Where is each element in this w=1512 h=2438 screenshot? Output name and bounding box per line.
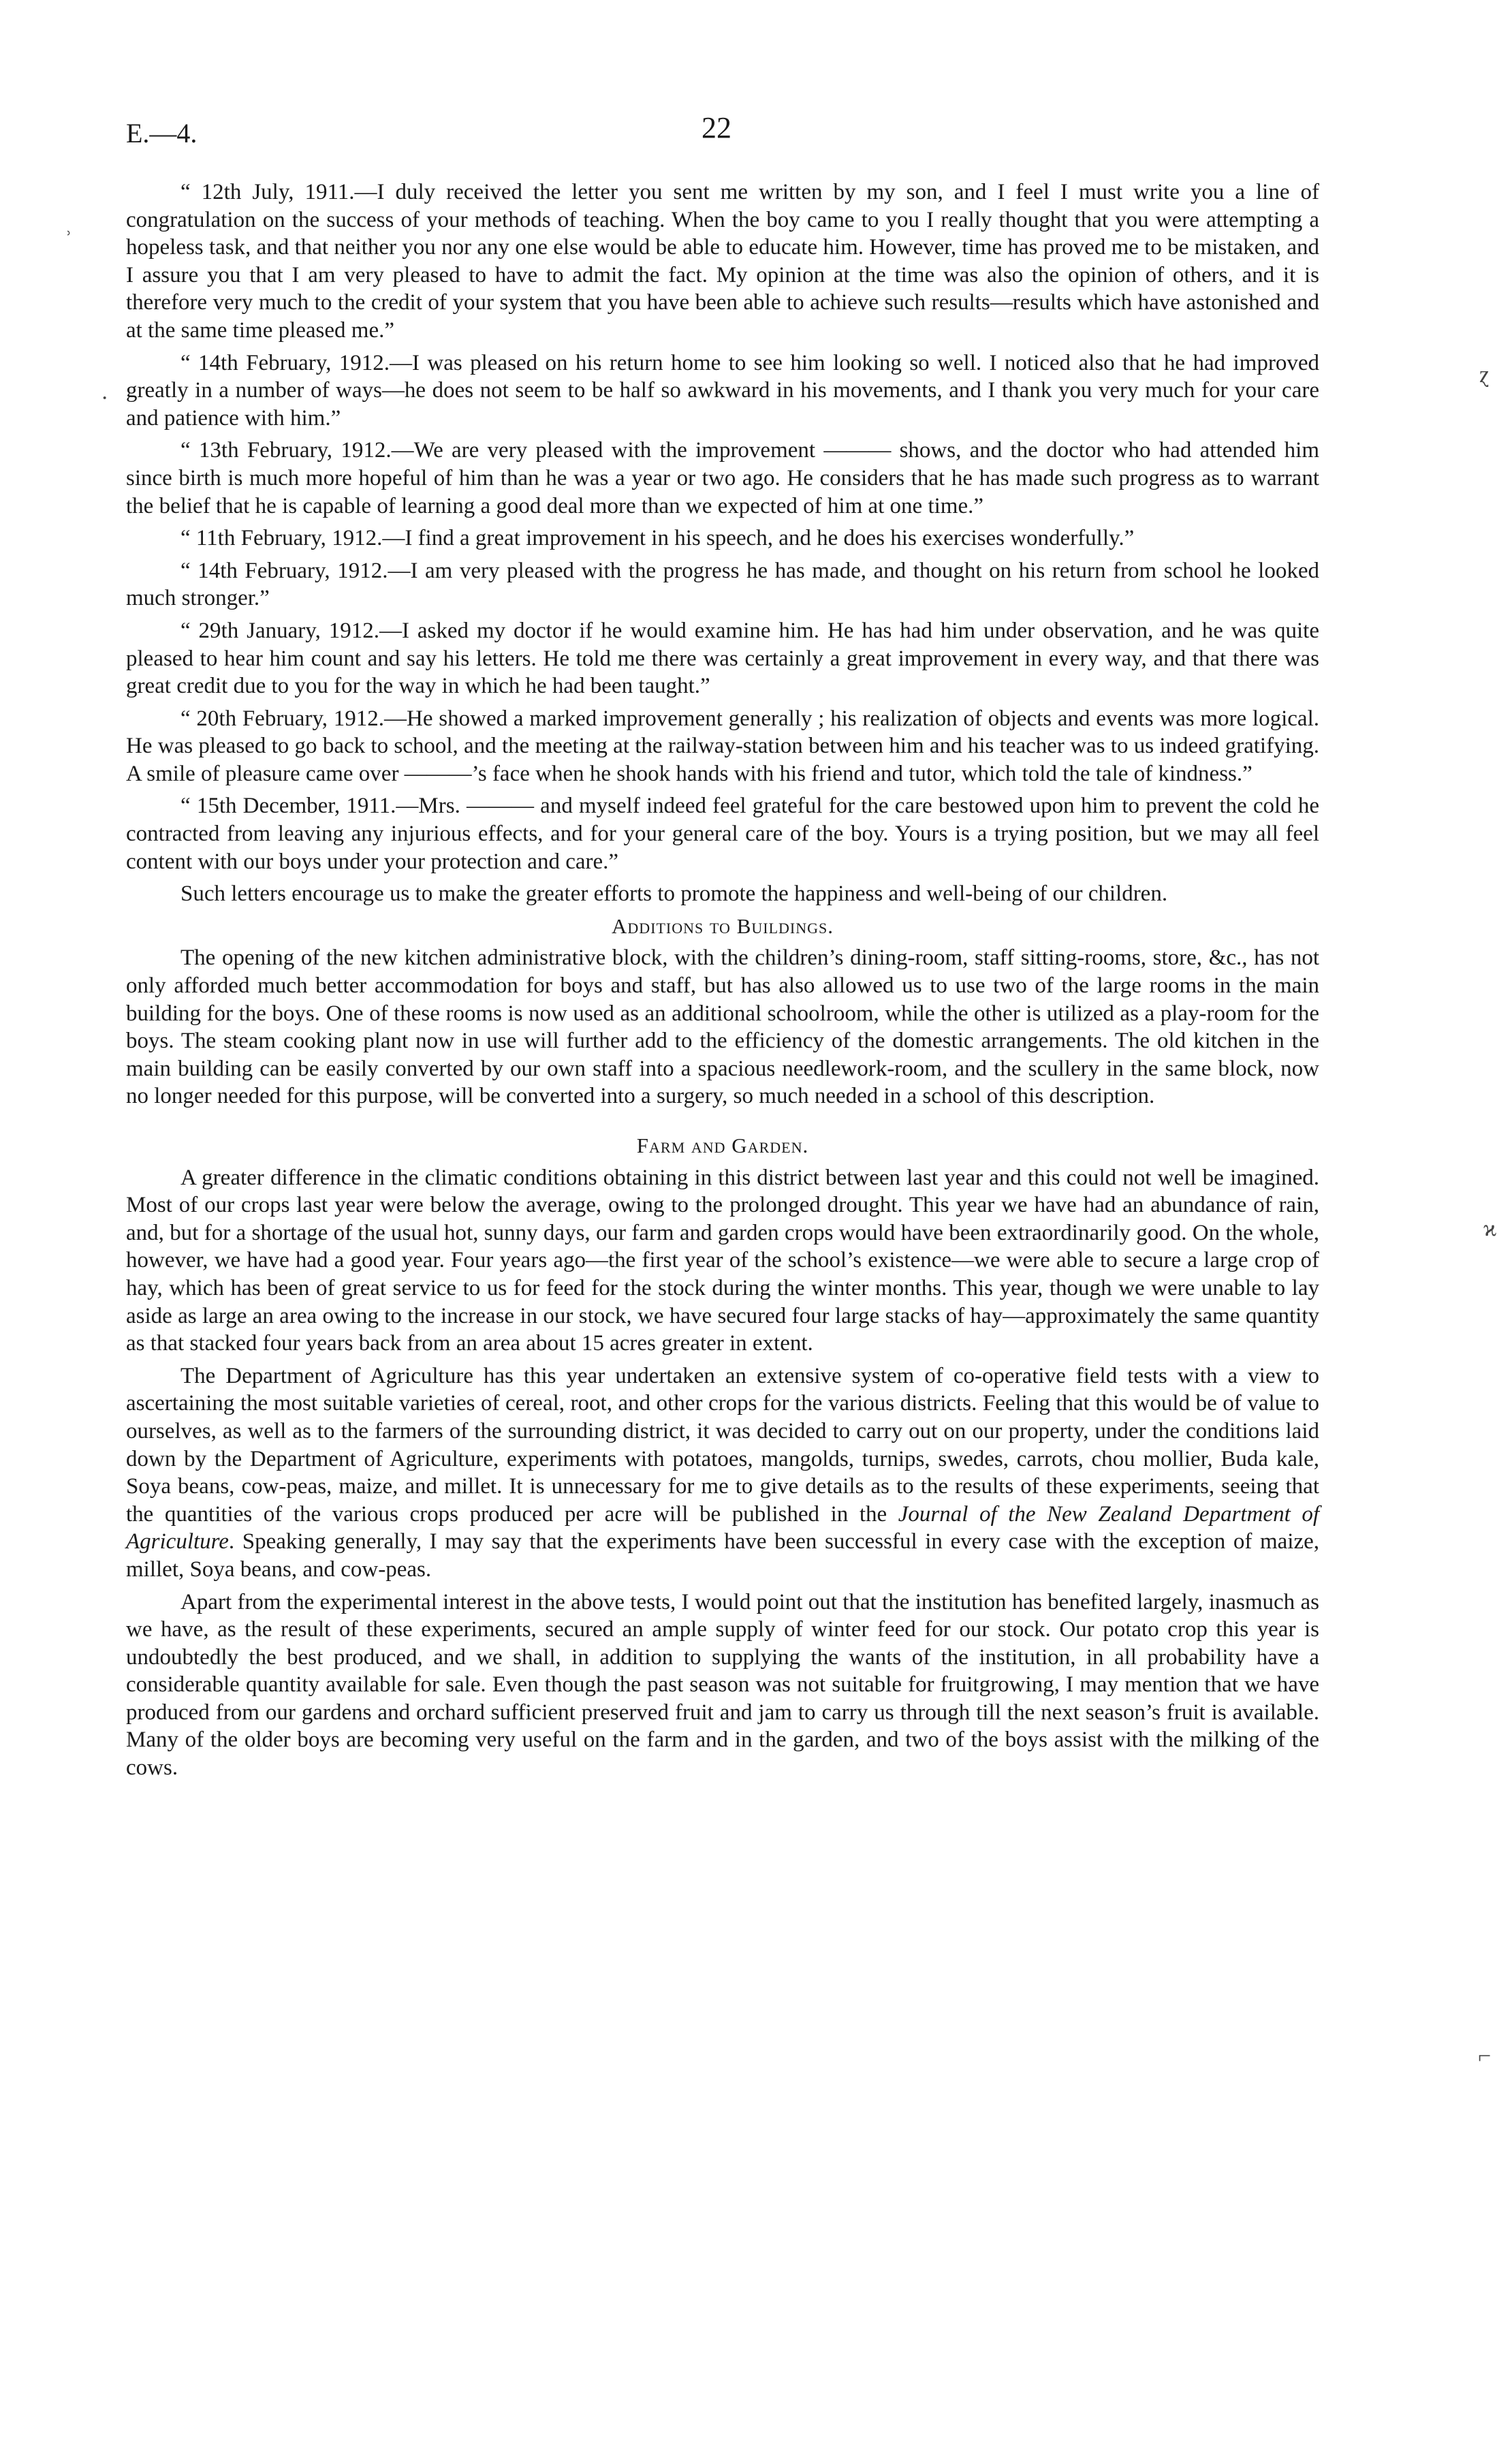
margin-mark: · (101, 386, 109, 411)
closing-paragraph: Such letters encourage us to make the greater efforts to promote the happiness and well-being of our children. (180, 881, 1168, 907)
letter-excerpt: “ 11th February, 1912.—I find a great improvement in his speech, and he does his exercises wonderfully.” (180, 526, 1135, 551)
body-paragraph: A greater difference in the climatic conditions obtaining in this district between last year and this could not well be imagined. Most of our crops last year were below the average, owing to the prolonged drought. This year we have had an abundance of rain, and, but for a shortage of the usual hot, sunny days, our farm and garden crops would have been extraordinarily good. On the whole, however, we have had a good year. Four years ago—the first year of the school’s existence—we were able to secure a large crop of hay, which has been of great service to us for feed for the stock during the winter months. This year, though we were unable to lay aside as large an area owing to the increase in our stock, we have secured four large stacks of hay—approximately the same quantity as that stacked four years back from an area about 15 acres greater in extent. (126, 1165, 1319, 1356)
body-paragraph: Apart from the experimental interest in the above tests, I would point out that the institution has benefited largely, inasmuch as we have, as the result of these experiments, secured an ample supply of winter feed for our stock. Our potato crop this year is undoubtedly the best produced, and we shall, in addition to supplying the wants of the institution, in all probability have a considerable quantity available for sale. Even though the past season was not suitable for fruitgrowing, I may mention that we have produced from our gardens and orchard sufficient preserved fruit and jam to carry us through till the next season’s fruit is available. Many of the older boys are becoming very useful on the farm and in the garden, and two of the boys assist with the milking of the cows. (126, 1589, 1319, 1781)
document-body (126, 178, 1319, 1782)
page-number: 22 (702, 111, 731, 144)
section-heading-farm: Farm and Garden. (636, 1134, 809, 1157)
letter-excerpt: “ 14th February, 1912.—I am very pleased with the progress he has made, and thought on his return from school he looked much stronger.” (126, 558, 1319, 611)
margin-mark: ˒ (65, 217, 73, 242)
journal-title: Journal of the New Zealand Department of Agriculture (126, 1501, 1319, 1554)
letter-excerpt: “ 15th December, 1911.—Mrs. ——— and myself indeed feel grateful for the care bestowed upon him to prevent the cold he contracted from leaving any injurious effects, and for your general care of the boy. Yours is a trying position, but we may all feel content with our boys under your protection and care.” (126, 794, 1319, 874)
margin-mark: ϰ (1483, 1216, 1497, 1241)
page-header (126, 111, 1325, 158)
report-reference: E.—4. (126, 118, 198, 149)
section-heading-additions: Additions to Buildings. (612, 913, 834, 938)
margin-mark: ɀ (1479, 362, 1490, 388)
body-paragraph: The Department of Agriculture has this year undertaken an extensive system of co-operative field tests with a view to ascertaining the most suitable varieties of cereal, root, and other crops for the various districts. Feeling that this would be of value to ourselves, as well as to the farmers of the surrounding district, it was decided to carry out on our property, under the conditions laid down by the Department of Agriculture, experiments with potatoes, mangolds, turnips, swedes, carrots, chou mollier, Buda kale, Soya beans, cow-peas, maize, and millet. It is unnecessary for me to give details as to the results of these experiments, seeing that the quantities of the various crops produced per acre will be published in the Journal of the New Zealand Department of Agriculture. Speaking generally, I may say that the experiments have been successful in every case with the exception of maize, millet, Soya beans, and cow-peas. (126, 1363, 1319, 1582)
letter-excerpt: “ 29th January, 1912.—I asked my doctor if he would examine him. He has had him under observation, and he was quite pleased to hear him count and say his letters. He told me there was certainly a great improvement in every way, and that there was great credit due to you for the way in which he had been taught.” (126, 618, 1319, 699)
letter-excerpt: “ 13th February, 1912.—We are very pleased with the improvement ——— shows, and the doctor who had attended him since birth is much more hopeful of him than he was a year or two ago. He considers that he has made such progress as to warrant the belief that he is capable of learning a good deal more than we expected of him at one time.” (126, 438, 1319, 518)
letter-excerpt: “ 20th February, 1912.—He showed a marked improvement generally ; his realization of objects and events was more logical. He was pleased to go back to school, and the meeting at the railway-station between him and his teacher was to us indeed gratifying. A smile of pleasure came over ———’s face when he shook hands with his friend and tutor, which told the tale of kindness.” (126, 706, 1319, 786)
letter-excerpt: “ 14th February, 1912.—I was pleased on his return home to see him looking so well. I noticed also that he had improved greatly in a number of ways—he does not seem to be half so awkward in his movements, and I thank you very much for your care and patience with him.” (126, 350, 1319, 431)
margin-mark: ⌐ (1478, 2044, 1492, 2069)
letter-excerpt: “ 12th July, 1911.—I duly received the letter you sent me written by my son, and I feel I must write you a line of congratulation on the success of your methods of teaching. When the boy came to you I really thought that you were attempting a hopeless task, and that neither you nor any one else would be able to educate him. However, time has proved me to be mistaken, and I assure you that I am very pleased to have to admit the fact. My opinion at the time was also the opinion of others, and it is therefore very much to the credit of your system that you have been able to achieve such results—results which have astonished and at the same time pleased me.” (126, 180, 1319, 343)
body-paragraph: The opening of the new kitchen administrative block, with the children’s dining-room, staff sitting-rooms, store, &c., has not only afforded much better accommodation for boys and staff, but has also allowed us to use two of the large rooms in the main building for the boys. One of these rooms is now used as an additional schoolroom, while the other is utilized as a play-room for the boys. The steam cooking plant now in use will further add to the efficiency of the domestic arrangements. The old kitchen in the main building can be easily converted by our own staff into a spacious needlework-room, and the scullery in the same block, now no longer needed for this purpose, will be converted into a surgery, so much needed in a school of this description. (126, 945, 1319, 1109)
